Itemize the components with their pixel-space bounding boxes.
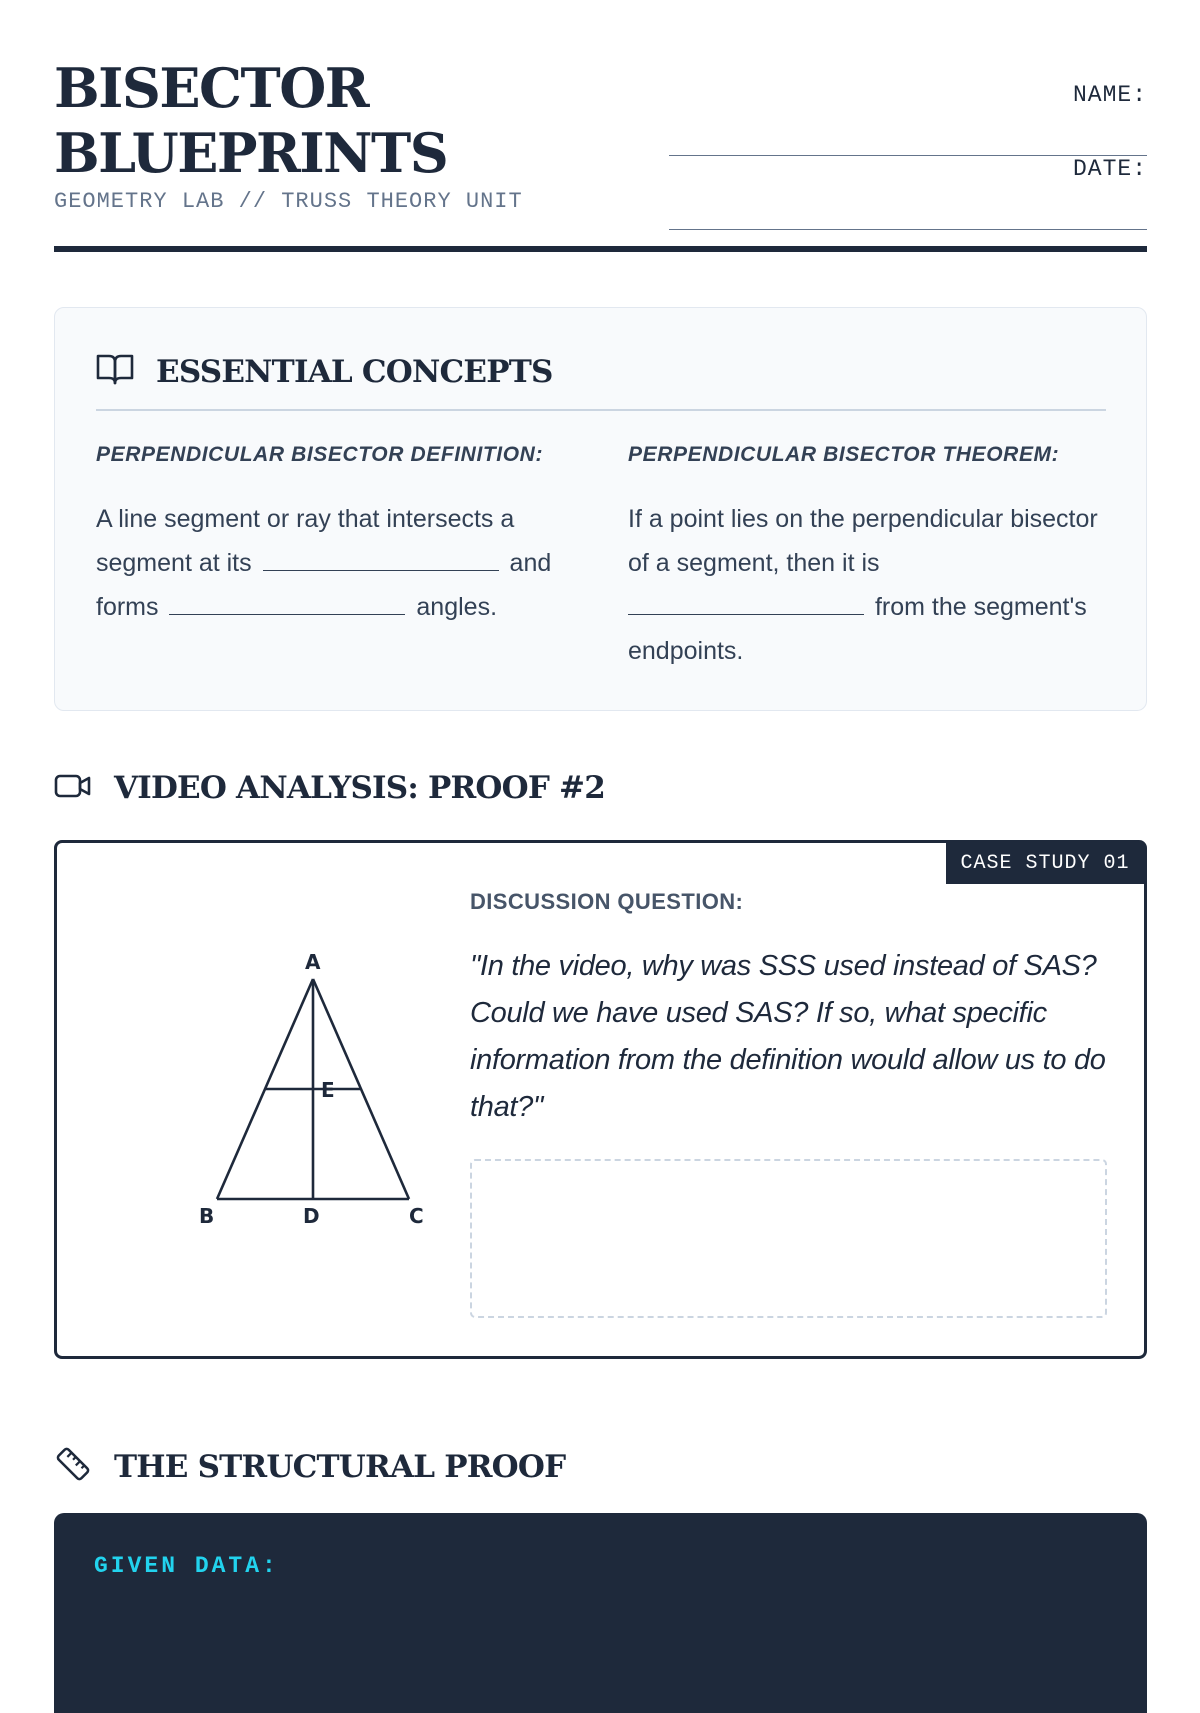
- case-study-tag: CASE STUDY 01: [946, 843, 1144, 884]
- definition-heading: PERPENDICULAR BISECTOR DEFINITION:: [96, 443, 544, 466]
- triangle-diagram: [137, 943, 424, 1243]
- date-field[interactable]: [669, 156, 1147, 230]
- theorem-column: [628, 443, 1118, 673]
- page-subtitle: GEOMETRY LAB // TRUSS THEORY UNIT: [54, 189, 523, 214]
- structural-proof-heading: [54, 1445, 565, 1488]
- midpoint-blank[interactable]: [263, 543, 499, 571]
- structural-proof-title: THE STRUCTURAL PROOF: [114, 1448, 566, 1485]
- video-analysis-heading: [54, 770, 605, 806]
- label-e: E: [321, 1078, 335, 1102]
- label-d: D: [303, 1204, 320, 1228]
- concepts-title: ESSENTIAL CONCEPTS: [156, 353, 553, 390]
- worksheet-header: [54, 56, 1147, 252]
- given-data-panel: [54, 1513, 1147, 1713]
- angle-blank[interactable]: [169, 587, 405, 615]
- definition-text: A line segment or ray that intersects a segment at its and forms angles.: [96, 505, 552, 621]
- student-info: [669, 82, 1147, 230]
- divider: [96, 409, 1106, 411]
- concepts-heading: [96, 352, 553, 391]
- label-b: B: [199, 1204, 215, 1228]
- ruler-icon: [54, 1445, 92, 1488]
- essential-concepts-panel: [54, 307, 1147, 711]
- label-a: A: [305, 950, 321, 974]
- title-line-2: BLUEPRINTS: [54, 121, 448, 185]
- video-analysis-title: VIDEO ANALYSIS: PROOF #2: [114, 770, 605, 806]
- case-study-card: [54, 840, 1147, 1359]
- name-label: NAME:: [1072, 82, 1147, 108]
- label-c: C: [409, 1204, 424, 1228]
- book-open-icon: [96, 352, 134, 391]
- theorem-heading: PERPENDICULAR BISECTOR THEOREM:: [628, 443, 1060, 466]
- answer-box[interactable]: [470, 1159, 1107, 1318]
- discussion-question-label: DISCUSSION QUESTION:: [470, 889, 744, 914]
- title-line-1: BISECTOR: [54, 56, 369, 120]
- given-data-label: GIVEN DATA:: [94, 1553, 279, 1579]
- video-camera-icon: [54, 773, 92, 804]
- date-label: DATE:: [1072, 156, 1147, 182]
- discussion-question-text: "In the video, why was SSS used instead of SAS? Could we have used SAS? If so, what specific information from the definition would allow us to do that?": [470, 950, 1106, 1123]
- equidistant-blank[interactable]: [628, 587, 864, 615]
- definition-column: [96, 443, 576, 629]
- theorem-text: If a point lies on the perpendicular bisector of a segment, then it is from the segment's endpoints.: [628, 505, 1098, 665]
- name-field[interactable]: [669, 82, 1147, 156]
